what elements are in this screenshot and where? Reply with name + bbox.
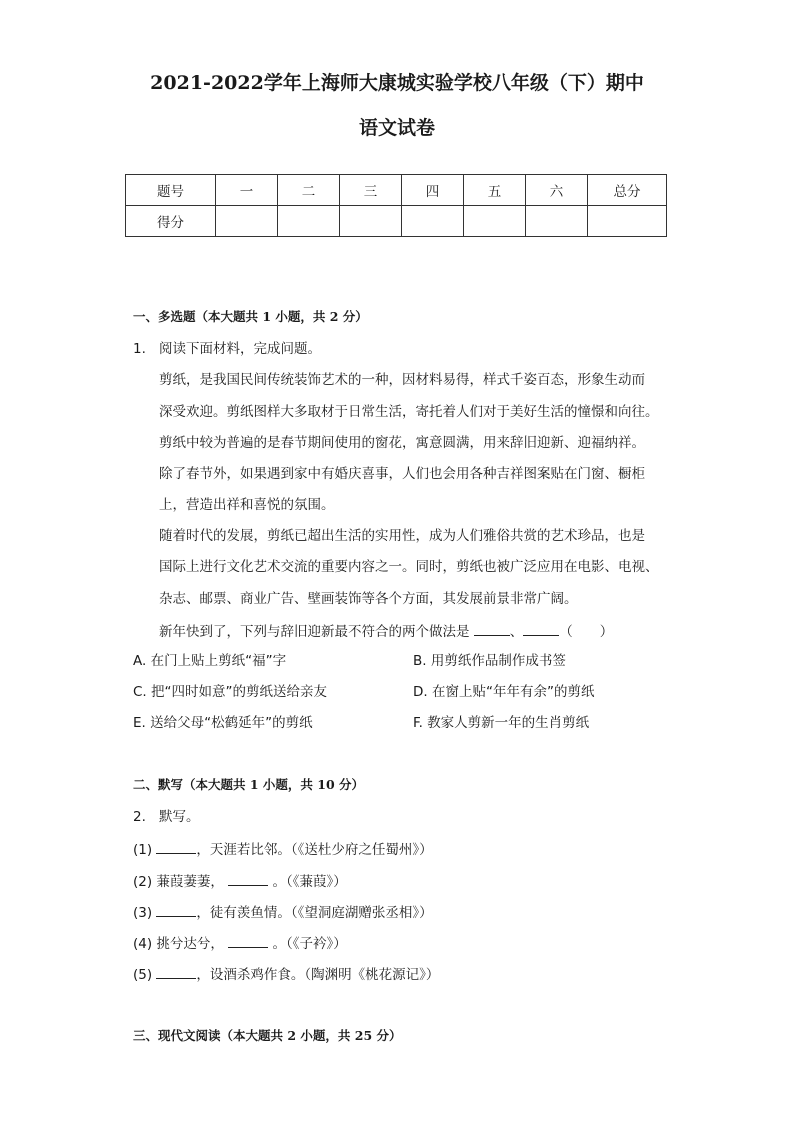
answer-blank[interactable] [156, 902, 196, 917]
passage-line: 国际上进行文化艺术交流的重要内容之一。同时，剪纸也被广泛应用在电影、电视、 [159, 559, 659, 575]
question-prompt: 阅读下面材料，完成问题。 [159, 341, 321, 357]
score-cell [526, 206, 588, 237]
option-a[interactable]: A. 在门上贴上剪纸“福”字 [133, 653, 287, 669]
score-cell [340, 206, 402, 237]
dictation-item [133, 964, 439, 984]
answer-blank[interactable] [228, 933, 268, 948]
paper-subtitle: 语文试卷 [358, 117, 435, 139]
section-heading: 三、现代文阅读（本大题共 2 小题，共 25 分） [133, 1028, 402, 1043]
option-c[interactable]: C. 把“四时如意”的剪纸送给亲友 [133, 684, 327, 700]
dictation-item [133, 902, 433, 922]
passage-line: 剪纸，是我国民间传统装饰艺术的一种，因材料易得，样式千姿百态，形象生动而 [159, 372, 645, 388]
question-number: 1. [133, 341, 146, 357]
item-number: (5) [133, 967, 153, 983]
score-header-cell: 四 [402, 175, 464, 206]
question-number: 2. [133, 809, 146, 825]
score-table [125, 174, 667, 237]
score-header-cell: 一 [216, 175, 278, 206]
answer-blank[interactable] [228, 871, 268, 886]
dictation-item [133, 871, 347, 891]
passage-line: 上，营造出祥和喜悦的氛围。 [159, 497, 335, 513]
answer-blank[interactable] [474, 621, 510, 636]
option-b[interactable]: B. 用剪纸作品制作成书签 [413, 653, 566, 669]
section-heading: 二、默写（本大题共 1 小题，共 10 分） [133, 777, 365, 792]
dictation-item [133, 933, 347, 953]
item-after: ，设酒杀鸡作食。（陶渊明《桃花源记》） [196, 967, 440, 983]
option-d[interactable]: D. 在窗上贴“年年有余”的剪纸 [413, 684, 595, 700]
answer-blank[interactable] [523, 621, 559, 636]
answer-blank[interactable] [156, 839, 196, 854]
score-table-header-row [126, 175, 667, 206]
score-header-cell: 总分 [588, 175, 667, 206]
answer-blank[interactable] [156, 964, 196, 979]
score-table-score-row [126, 206, 667, 237]
passage-line: 随着时代的发展，剪纸已超出生活的实用性，成为人们雅俗共赏的艺术珍品，也是 [159, 528, 645, 544]
score-cell [278, 206, 340, 237]
item-before: 挑兮达兮， [156, 936, 224, 952]
item-after: ，天涯若比邻。（《送杜少府之任蜀州》） [196, 842, 433, 858]
item-after: ，徒有羡鱼情。（《望洞庭湖赠张丞相》） [196, 905, 433, 921]
score-cell [216, 206, 278, 237]
dictation-item [133, 839, 433, 859]
section-heading: 一、多选题（本大题共 1 小题，共 2 分） [133, 309, 368, 324]
item-number: (1) [133, 842, 153, 858]
score-header-cell: 二 [278, 175, 340, 206]
score-header-cell: 题号 [126, 175, 216, 206]
score-header-cell: 三 [340, 175, 402, 206]
question-text: 新年快到了，下列与辞旧迎新最不符合的两个做法是 [159, 624, 470, 640]
item-number: (4) [133, 936, 153, 952]
score-cell [588, 206, 667, 237]
item-after: 。（《子衿》） [272, 936, 347, 952]
score-cell [402, 206, 464, 237]
score-header-cell: 六 [526, 175, 588, 206]
separator: 、 [509, 624, 524, 640]
question-stem [159, 621, 613, 641]
item-number: (2) [133, 874, 153, 890]
passage-line: 杂志、邮票、商业广告、壁画装饰等各个方面，其发展前景非常广阔。 [159, 591, 578, 607]
score-header-cell: 五 [464, 175, 526, 206]
passage-line: 剪纸中较为普遍的是春节期间使用的窗花，寓意圆满，用来辞旧迎新、迎福纳祥。 [159, 435, 645, 451]
passage-line: 深受欢迎。剪纸图样大多取材于日常生活，寄托着人们对于美好生活的憧憬和向往。 [159, 404, 659, 420]
item-number: (3) [133, 905, 153, 921]
option-f[interactable]: F. 教家人剪新一年的生肖剪纸 [413, 715, 590, 731]
item-after: 。（《蒹葭》） [272, 874, 347, 890]
answer-paren: （ ） [559, 624, 614, 640]
score-cell [464, 206, 526, 237]
option-e[interactable]: E. 送给父母“松鹤延年”的剪纸 [133, 715, 313, 731]
passage-line: 除了春节外，如果遇到家中有婚庆喜事，人们也会用各种吉祥图案贴在门窗、橱柜 [159, 466, 645, 482]
paper-title: 2021-2022学年上海师大康城实验学校八年级（下）期中 [150, 72, 644, 94]
item-before: 蒹葭萋萋， [156, 874, 224, 890]
score-row-label: 得分 [126, 206, 216, 237]
question-prompt: 默写。 [159, 809, 200, 825]
